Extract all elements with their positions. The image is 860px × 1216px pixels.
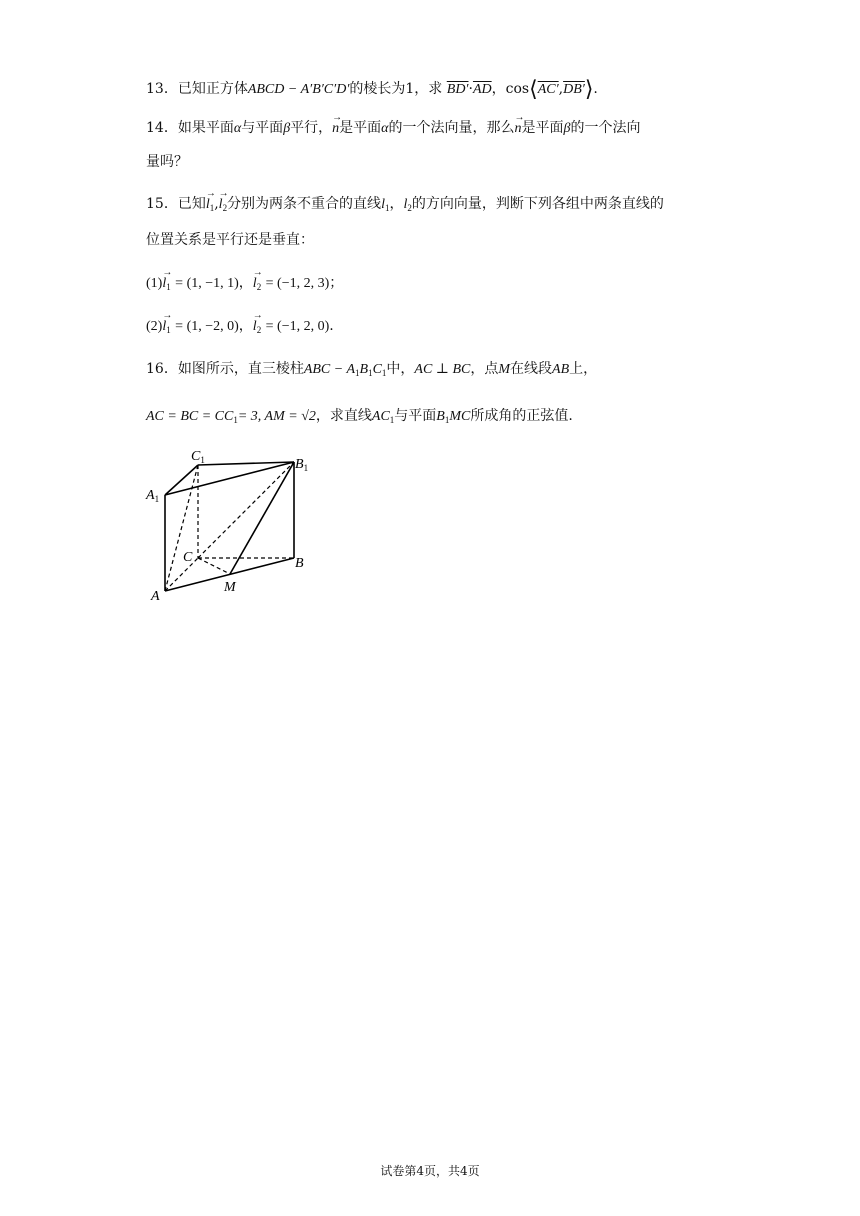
q15-p2-end: . — [329, 318, 334, 334]
q15-text2: 分别为两条不重合的直线 — [227, 196, 382, 212]
prism-figure — [138, 445, 338, 605]
question-15-part2: $(2)\to l_1 = (1$, −2, 0)，→ $l_2 = (-1$, 2, 0). — [146, 316, 334, 340]
q15-p2-l1-value: = (1, −2, 0) — [175, 319, 239, 334]
q15-p1-l1-value: = (1, −1, 1) — [175, 276, 239, 291]
q16-text8: 所成角的正弦值. — [470, 408, 573, 424]
q16-text5: 上， — [569, 361, 598, 377]
q15-p2-l1: → $l_1$ — [162, 317, 170, 340]
q16-line-ac1: AC — [371, 409, 390, 424]
label-a: A — [151, 589, 160, 604]
q16-plane: B — [436, 409, 445, 424]
q14-text2: 与平面 — [241, 120, 284, 136]
q16-plane2: MC — [449, 409, 471, 424]
q14-text4: 是平面 — [339, 120, 382, 136]
q15-text3: 的方向向量，判断下列各组中两条直线的 — [411, 196, 664, 212]
question-15: 15．已知→ $l_1,\to l_2$分别为两条不重合的直线$l_1$，$l_2$的方向向量，判断下列各组中两条直线的 — [146, 194, 664, 218]
q16-text6: ，求直线 — [315, 408, 372, 424]
q15-vector-l2: → $l_2$ — [219, 195, 227, 218]
q15-p1-l2-value: = (−1, 2, 3) — [265, 276, 330, 291]
label-c: C — [183, 550, 193, 565]
right-angle-bracket: ⟩ — [584, 77, 594, 102]
q16-text3: ，点 — [470, 361, 499, 377]
q14-text6: 是平面 — [521, 120, 564, 136]
question-14 — [146, 118, 641, 139]
edge-ac1-hidden — [165, 465, 198, 591]
q14-text7: 的一个法向 — [570, 120, 641, 136]
q15-p2-l2: → $l_2$ — [253, 317, 261, 340]
q14-number: 14． — [146, 120, 178, 136]
q16-perp: AC ⊥ BC — [414, 362, 471, 377]
q13-number: 13． — [146, 81, 178, 97]
q15-number: 15． — [146, 196, 178, 212]
edge-cb1-hidden — [198, 462, 294, 558]
question-15-part1: $(1)\to l_1 = (1$, −1, 1)，→ $l_2 = (-1$, 2, 3)； — [146, 273, 343, 297]
q14-vector-n: → n — [332, 119, 339, 139]
q16-text4: 在线段 — [510, 361, 553, 377]
q14-vector-n2: → n — [515, 119, 522, 139]
q15-vector-l1: → $l_1$ — [206, 195, 214, 218]
q15-p2-label: (2) — [146, 319, 163, 334]
q16-point-m: M — [498, 362, 511, 377]
q13-vector-ac: AC′ — [537, 82, 559, 97]
page-footer: 试卷第4页，共4页 — [380, 1164, 480, 1178]
q16-prism: ABC − A — [303, 362, 356, 377]
q14-text5: 的一个法向量，那么 — [388, 120, 515, 136]
q14-beta: β — [283, 121, 291, 136]
q13-end: . — [593, 81, 598, 97]
edge-a1b1 — [165, 462, 294, 495]
q13-vector-ad: $\overline{AD}$ — [472, 82, 492, 97]
q14-beta2: β — [563, 121, 571, 136]
q13-dot: · — [468, 81, 473, 97]
q13-vector-db: DB′ — [563, 82, 585, 97]
q13-text: 已知正方体 — [177, 81, 248, 97]
question-14-line2: 量吗？ — [146, 154, 188, 170]
q13-text2: 的棱长为1，求 — [349, 81, 443, 97]
q16-text2: 中， — [386, 361, 415, 377]
q13-vector-bd: BD′ — [446, 82, 469, 97]
edge-c1b1 — [198, 462, 294, 465]
q16-equation2: = 3, AM = √2 — [237, 409, 316, 424]
segment-b1m — [230, 462, 294, 574]
question-16-line2: AC = BC = $CC_1= 3$, AM = √2，求直线$AC_1$与平面$B_1MC$所成角的正弦值. — [146, 408, 573, 425]
q14-text3: 平行， — [290, 120, 333, 136]
edge-cm-hidden — [198, 558, 230, 574]
q16-number: 16． — [146, 361, 178, 377]
q15-line-l2: $l_2$ — [403, 197, 412, 213]
q15-p1-l1: → $l_1$ — [162, 274, 170, 297]
q15-p1-l2: → $l_2$ — [253, 274, 261, 297]
q16-segment-ab: AB — [552, 362, 570, 377]
q14-text: 如果平面 — [177, 120, 234, 136]
q15-p1-end: ； — [329, 275, 344, 291]
q14-alpha: α — [233, 121, 242, 136]
q14-alpha2: α — [381, 121, 389, 136]
q13-cos: ，cos — [491, 81, 530, 97]
question-15-line2: 位置关系是平行还是垂直： — [146, 232, 314, 248]
left-angle-bracket: ⟨ — [529, 77, 538, 102]
q16-text7: 与平面 — [394, 408, 437, 424]
label-b: B — [295, 556, 304, 571]
q15-line-l1: $l_1$ — [381, 197, 390, 213]
q15-p1-label: (1) — [146, 276, 163, 291]
q15-text: 已知 — [177, 196, 206, 212]
label-c1: $C_1$ — [191, 449, 205, 465]
q15-p2-l2-value: = (−1, 2, 0) — [265, 319, 330, 334]
label-m: M — [224, 580, 236, 595]
question-13: 13．已知正方体ABCD − A′B′C′D′的棱长为1，求 $BD'\cdot\overline{AD}$，cos⟨AC′,DB′⟩. — [146, 77, 598, 102]
q13-cube: ABCD − A′B′C′D′ — [247, 82, 350, 97]
question-16: 16．如图所示，直三棱柱ABC − $A_1B_1C_1$中，AC ⊥ BC，点M在线段AB上， — [146, 361, 598, 378]
label-b1: $B_1$ — [295, 457, 309, 473]
label-a1: $A_1$ — [146, 488, 160, 504]
q16-text: 如图所示，直三棱柱 — [177, 361, 304, 377]
q16-equation: AC = BC = CC — [146, 409, 234, 424]
